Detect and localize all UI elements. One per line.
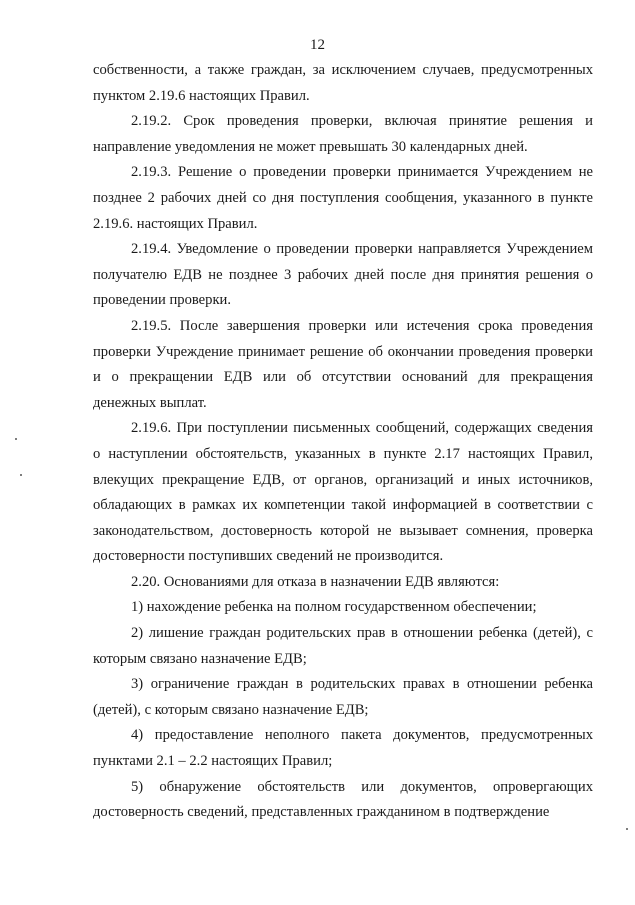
page-number: 12 — [310, 37, 325, 53]
list-item-5: 5) обнаружение обстоятельств или документов, опровергающих достоверность сведений, представленных гражданином в подтверждение — [93, 778, 593, 821]
document-body — [93, 58, 593, 826]
list-item-1: 1) нахождение ребенка на полном государственном обеспечении; — [131, 599, 537, 616]
paragraph-2-19-2: 2.19.2. Срок проведения проверки, включая принятие решения и направление уведомления не может превышать 30 календарных дней. — [93, 113, 593, 155]
scan-speck — [20, 474, 22, 476]
paragraph-2-19-4: 2.19.4. Уведомление о проведении проверки направляется Учреждением получателю ЕДВ не позднее 3 рабочих дней после дня принятия решения о проведении проверки. — [93, 241, 593, 309]
paragraph-continuation: собственности, а также граждан, за исключением случаев, предусмотренных пунктом 2.19.6 настоящих Правил. — [93, 62, 593, 104]
list-item-2: 2) лишение граждан родительских прав в отношении ребенка (детей), с которым связано назначение ЕДВ; — [93, 625, 593, 667]
scan-speck — [15, 438, 17, 440]
paragraph-2-20: 2.20. Основаниями для отказа в назначении ЕДВ являются: — [131, 573, 500, 590]
paragraph-2-19-5: 2.19.5. После завершения проверки или истечения срока проведения проверки Учреждение принимает решение об окончании проведения проверки и о прекращении ЕДВ или об отсутствии оснований для прекращения денежных выплат. — [93, 317, 593, 411]
list-item-3: 3) ограничение граждан в родительских правах в отношении ребенка (детей), с которым связано назначение ЕДВ; — [93, 676, 593, 718]
paragraph-2-19-3: 2.19.3. Решение о проведении проверки принимается Учреждением не позднее 2 рабочих дней со дня поступления сообщения, указанного в пункте 2.19.6. настоящих Правил. — [93, 164, 593, 232]
scan-speck — [626, 828, 628, 830]
list-item-4: 4) предоставление неполного пакета документов, предусмотренных пунктами 2.1 – 2.2 настоящих Правил; — [93, 727, 593, 770]
paragraph-2-19-6: 2.19.6. При поступлении письменных сообщений, содержащих сведения о наступлении обстоятельств, указанных в пункте 2.17 настоящих Правил, влекущих прекращение ЕДВ, от органов, организаций и иных источников, обладающих в рамках их компетенции такой информацией в соответствии с законодательством, достоверность которой не вызывает сомнения, проверка достоверности поступивших сведений не производится. — [93, 420, 593, 565]
